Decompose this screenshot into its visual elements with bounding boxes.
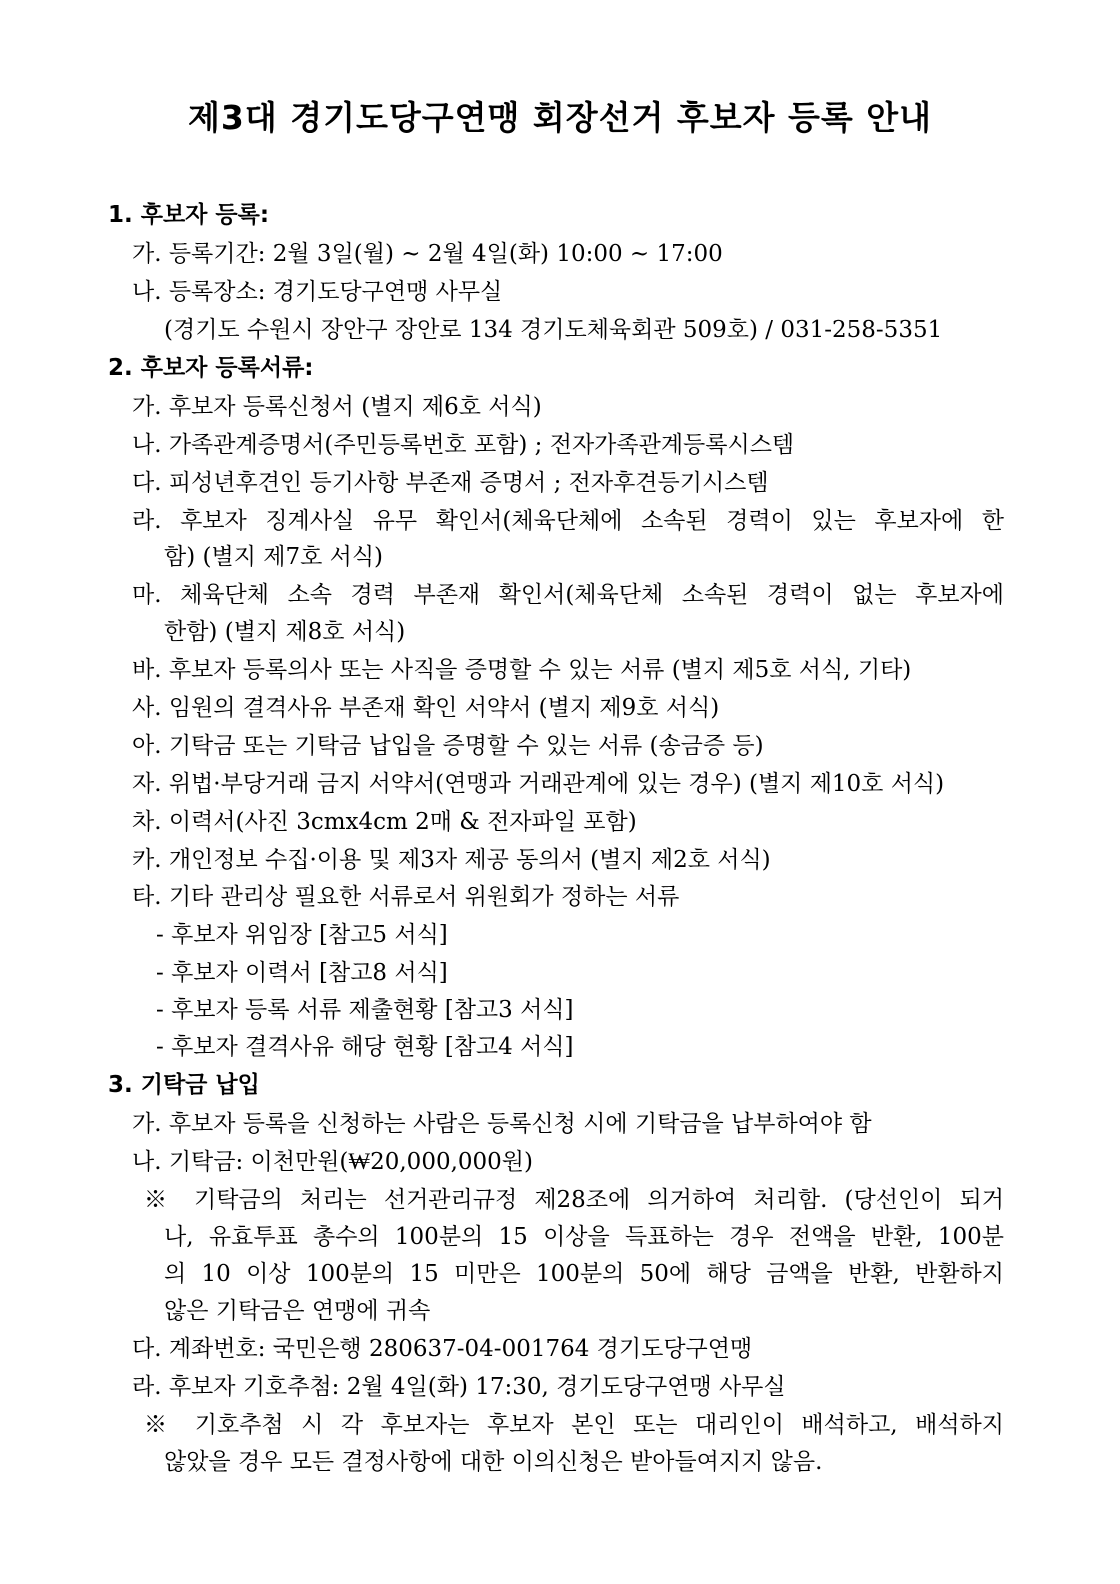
document-item: 나. 가족관계증명서(주민등록번호 포함) ; 전자가족관계등록시스템	[132, 432, 795, 458]
document-subitem: - 후보자 이력서 [참고8 서식]	[156, 960, 448, 986]
registration-period: 가. 등록기간: 2월 3일(월) ~ 2월 4일(화) 10:00 ~ 17:00	[132, 241, 723, 267]
number-draw-note: ※ 기호추첨 시 각 후보자는 후보자 본인 또는 대리인이 배석하고, 배석하지	[144, 1412, 1004, 1438]
registration-place: 나. 등록장소: 경기도당구연맹 사무실	[132, 279, 503, 305]
section-heading-deposit: 3. 기탁금 납입	[108, 1072, 260, 1098]
document-item: 다. 피성년후견인 등기사항 부존재 증명서 ; 전자후견등기시스템	[132, 470, 769, 496]
document-item: 자. 위법·부당거래 금지 서약서(연맹과 거래관계에 있는 경우) (별지 제10호 서식)	[132, 771, 945, 797]
deposit-item: 가. 후보자 등록을 신청하는 사람은 등록신청 시에 기탁금을 납부하여야 함	[132, 1111, 872, 1137]
document-item: 바. 후보자 등록의사 또는 사직을 증명할 수 있는 서류 (별지 제5호 서식, 기타)	[132, 657, 912, 683]
deposit-amount: 나. 기탁금: 이천만원(₩20,000,000원)	[132, 1149, 533, 1175]
document-subitem: - 후보자 위임장 [참고5 서식]	[156, 922, 448, 948]
deposit-note: ※ 기탁금의 처리는 선거관리규정 제28조에 의거하여 처리함. (당선인이 되거	[144, 1187, 1004, 1213]
document-item: 카. 개인정보 수집·이용 및 제3자 제공 동의서 (별지 제2호 서식)	[132, 847, 771, 873]
document-item: 마. 체육단체 소속 경력 부존재 확인서(체육단체 소속된 경력이 없는 후보자에	[132, 582, 1004, 608]
document-item: 라. 후보자 징계사실 유무 확인서(체육단체에 소속된 경력이 있는 후보자에 한	[132, 508, 1004, 534]
bank-account: 다. 계좌번호: 국민은행 280637-04-001764 경기도당구연맹	[132, 1336, 753, 1362]
deposit-note-continued: 않은 기탁금은 연맹에 귀속	[164, 1298, 431, 1324]
deposit-note-continued: 나, 유효투표 총수의 100분의 15 이상을 득표하는 경우 전액을 반환, 100분	[164, 1224, 1004, 1250]
number-draw-note-continued: 않았을 경우 모든 결정사항에 대한 이의신청은 받아들여지지 않음.	[164, 1449, 823, 1475]
document-item: 아. 기탁금 또는 기탁금 납입을 증명할 수 있는 서류 (송금증 등)	[132, 733, 764, 759]
document-subitem: - 후보자 등록 서류 제출현황 [참고3 서식]	[156, 997, 574, 1023]
number-draw: 라. 후보자 기호추첨: 2월 4일(화) 17:30, 경기도당구연맹 사무실	[132, 1374, 786, 1400]
document-item: 가. 후보자 등록신청서 (별지 제6호 서식)	[132, 394, 542, 420]
document-item-continued: 함) (별지 제7호 서식)	[164, 544, 384, 570]
document-item: 사. 임원의 결격사유 부존재 확인 서약서 (별지 제9호 서식)	[132, 695, 720, 721]
registration-address: (경기도 수원시 장안구 장안로 134 경기도체육회관 509호) / 031-258-5351	[164, 317, 943, 343]
document-title: 제3대 경기도당구연맹 회장선거 후보자 등록 안내	[188, 98, 932, 137]
document-subitem: - 후보자 결격사유 해당 현황 [참고4 서식]	[156, 1034, 574, 1060]
document-item: 타. 기타 관리상 필요한 서류로서 위원회가 정하는 서류	[132, 884, 680, 910]
section-heading-documents: 2. 후보자 등록서류:	[108, 355, 314, 381]
section-heading-registration: 1. 후보자 등록:	[108, 202, 270, 228]
document-item: 차. 이력서(사진 3cmx4cm 2매 & 전자파일 포함)	[132, 809, 637, 835]
document-item-continued: 한함) (별지 제8호 서식)	[164, 619, 406, 645]
deposit-note-continued: 의 10 이상 100분의 15 미만은 100분의 50에 해당 금액을 반환, 반환하지	[164, 1261, 1004, 1287]
